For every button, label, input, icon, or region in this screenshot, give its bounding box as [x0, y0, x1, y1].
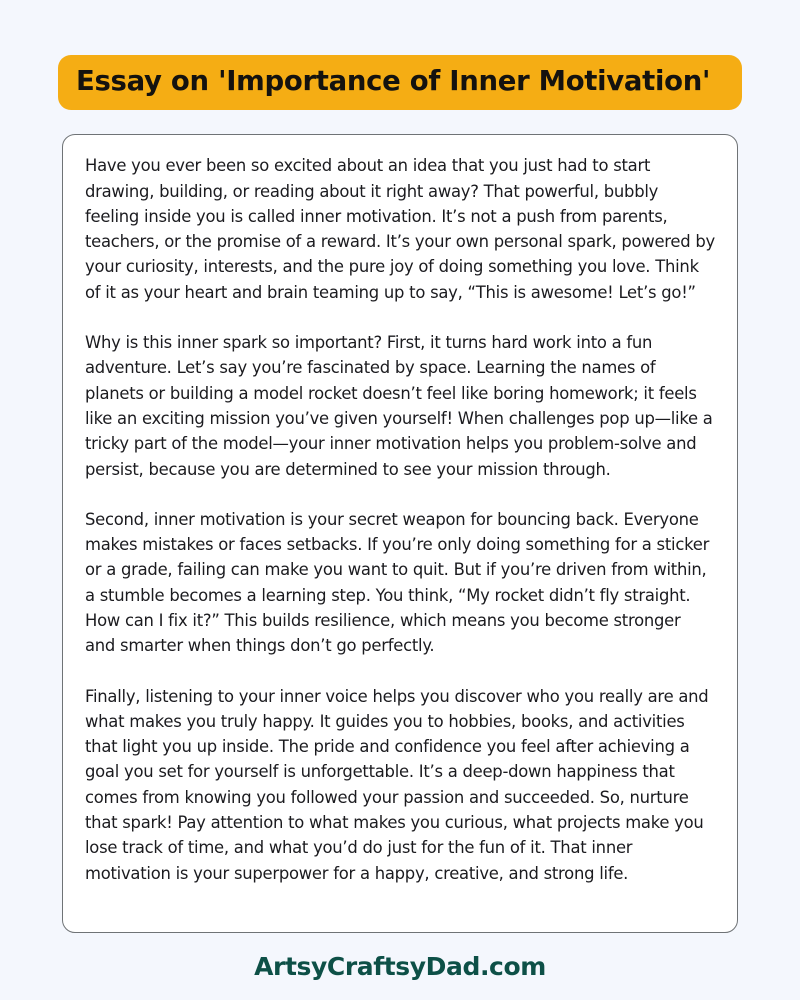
title-banner: [58, 55, 742, 110]
essay-paragraph: Have you ever been so excited about an idea that you just had to start drawing, building, or reading about it right away? That powerful, bubbly feeling inside you is called inner motivation. It’s not a push from parents, teachers, or the promise of a reward. It’s your own personal spark, powered by your curiosity, interests, and the pure joy of doing something you love. Think of it as your heart and brain teaming up to say, “This is awesome! Let’s go!”: [85, 156, 715, 302]
essay-paragraph: Why is this inner spark so important? First, it turns hard work into a fun adventure. Let’s say you’re fascinated by space. Learning the names of planets or building a model rocket doesn’t feel like boring homework; it feels like an exciting mission you’ve given yourself! When challenges pop up—like a tricky part of the model—your inner motivation helps you problem-solve and persist, because you are determined to see your mission through.: [85, 333, 713, 479]
page-title: Essay on 'Importance of Inner Motivation': [76, 65, 711, 97]
footer-brand: ArtsyCraftsyDad.com: [254, 952, 546, 982]
essay-body: [85, 153, 715, 886]
essay-paragraph: Finally, listening to your inner voice helps you discover who you really are and what makes you truly happy. It guides you to hobbies, books, and activities that light you up inside. The pride and confidence you feel after achieving a goal you set for yourself is unforgettable. It’s a deep-down happiness that comes from knowing you followed your passion and succeeded. So, nurture that spark! Pay attention to what makes you curious, what projects make you lose track of time, and what you’d do just for the fun of it. That inner motivation is your superpower for a happy, creative, and strong life.: [85, 686, 709, 883]
essay-card: [62, 134, 738, 933]
essay-paragraph: Second, inner motivation is your secret weapon for bouncing back. Everyone makes mistakes or faces setbacks. If you’re only doing something for a sticker or a grade, failing can make you want to quit. But if you’re driven from within, a stumble becomes a learning step. You think, “My rocket didn’t fly straight. How can I fix it?” This builds resilience, which means you become stronger and smarter when things don’t go perfectly.: [85, 509, 710, 656]
